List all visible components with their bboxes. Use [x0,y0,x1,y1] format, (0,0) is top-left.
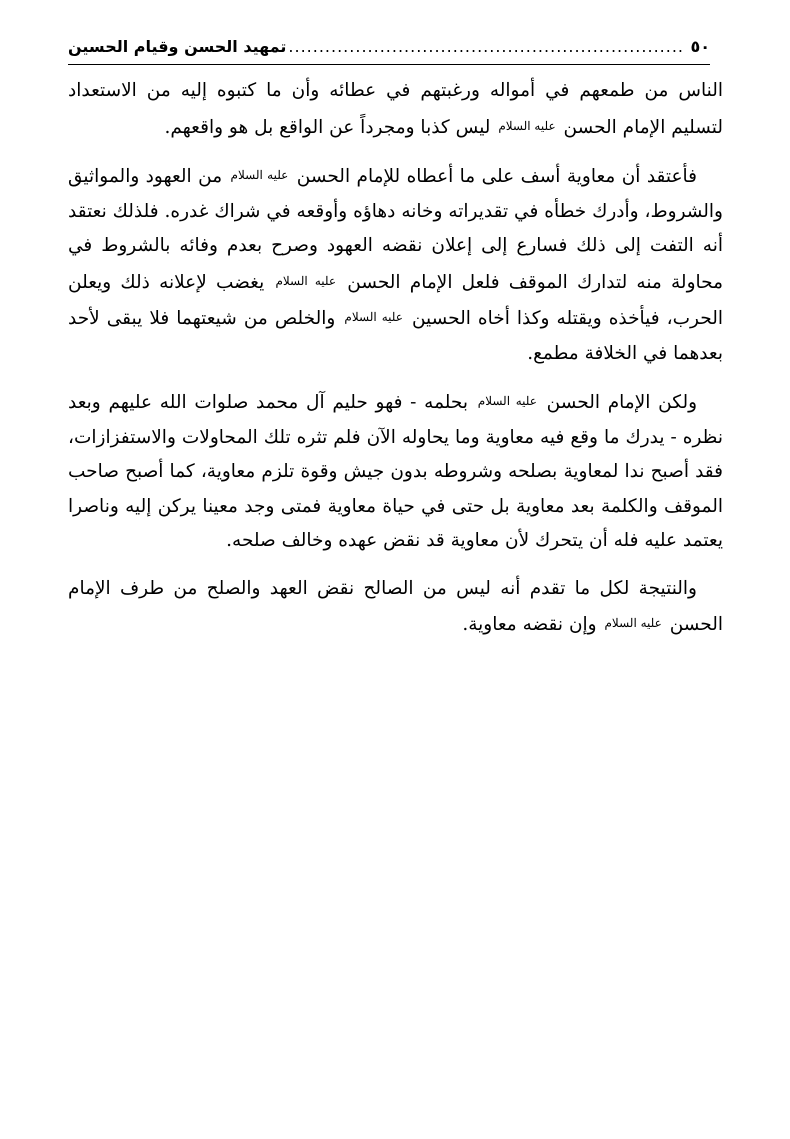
paragraph-1-text-1: الناس من طمعهم في أمواله ورغبتهم في عطائه وأن ما كتبوه إليه من الاستعداد لتسليم الإمام الحسن [68,80,723,138]
paragraph-2-text-2: من العهود والمواثيق والشروط، وأدرك خطأه في تقديراته وخانه دهاؤه وأوقعه في شراك غدره. فلذلك نعتقد أنه التفت إلى ذلك فسارع إلى إعلان نقضه العهود وصرح بعدم وفائه بالشروط في محاولة منه لتدارك الموقف فلعل الإمام الحسن [68,166,723,293]
leader-dots [288,37,682,56]
paragraph-2-text-3: يغضب لإعلانه ذلك ويعلن الحرب، فيأخذه ويقتله وكذا أخاه الحسين [68,271,723,329]
honorific-mark: عليه السلام [230,168,289,182]
paragraph-4 [68,572,723,643]
honorific-mark: عليه السلام [604,616,662,630]
paragraph-4-text-2: وإن نقضه معاوية. [462,614,597,635]
header-divider [68,64,710,65]
paragraph-3-text-2: بحلمه - فهو حليم آل محمد صلوات الله عليهم وبعد نظره - يدرك ما وقع فيه معاوية وما يحاوله الآن فلم تثره تلك المحاولات والاستفزازات، فقد أصبح ندا لمعاوية بصلحه وشروطه بدون جيش وقوة تلزم معاوية، كما أصبح صاحب الموقف والكلمة بعد معاوية بل حتى في حياة معاوية فمتى وجد معينا يركن إليه وناصرا يعتمد عليه فله أن يتحرك لأن معاوية قد نقض عهده وخالف صلحه. [68,392,723,551]
paragraph-2 [68,158,723,371]
paragraph-4-text-1: والنتيجة لكل ما تقدم أنه ليس من الصالح نقض العهد والصلح من طرف الإمام الحسن [68,577,723,635]
paragraph-3-text-1: ولكن الإمام الحسن [546,392,698,413]
page-header [68,28,710,64]
running-title: تمهيد الحسن وقيام الحسين [68,36,287,56]
paragraph-2-text-1: فأعتقد أن معاوية أسف على ما أعطاه للإمام الحسن [296,166,698,187]
honorific-mark: عليه السلام [344,310,403,324]
paragraph-1-text-2: ليس كذبا ومجرداً عن الواقع بل هو واقعهم. [164,116,491,138]
honorific-mark: عليه السلام [498,118,556,133]
paragraph-1 [68,74,723,145]
page-body [68,74,723,656]
honorific-mark: عليه السلام [275,273,337,288]
paragraph-2-text-4: والخلص من شيعتهما فلا يبقى لأحد بعدهما في الخلافة مطمع. [68,308,723,364]
paragraph-3 [68,384,723,559]
page-number: ٥٠ [690,36,710,56]
honorific-mark: عليه السلام [477,394,537,408]
